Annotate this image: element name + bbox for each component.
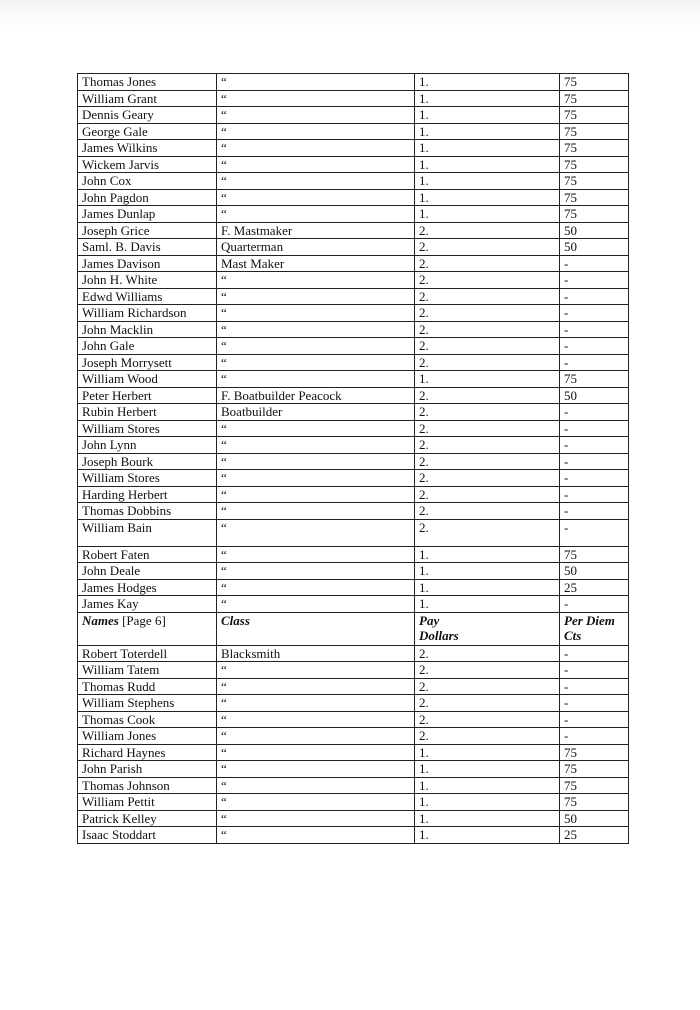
cell-pay-dollars: 2. [415, 239, 560, 256]
table-row [78, 156, 629, 173]
table-row [78, 371, 629, 388]
table-row [78, 255, 629, 272]
cell-name: Richard Haynes [78, 744, 217, 761]
cell-pay-dollars: 2. [415, 321, 560, 338]
cell-class: Boatbuilder [217, 404, 415, 421]
table-row [78, 123, 629, 140]
cell-per-diem-cts: 75 [560, 794, 629, 811]
cell-per-diem-cts: - [560, 645, 629, 662]
table-row [78, 437, 629, 454]
cell-per-diem-cts: 75 [560, 107, 629, 124]
cell-pay-dollars: 1. [415, 546, 560, 563]
table-row [78, 321, 629, 338]
cell-per-diem-cts: 75 [560, 371, 629, 388]
cell-pay-dollars: 2. [415, 437, 560, 454]
table-row [78, 222, 629, 239]
table-row [78, 74, 629, 91]
table-row [78, 579, 629, 596]
cell-pay-dollars: 1. [415, 107, 560, 124]
table-row [78, 189, 629, 206]
cell-pay-dollars: 2. [415, 645, 560, 662]
cell-pay-dollars: 2. [415, 519, 560, 546]
cell-pay-dollars: 1. [415, 156, 560, 173]
cell-pay-dollars: 2. [415, 272, 560, 289]
cell-name: James Dunlap [78, 206, 217, 223]
cell-pay-dollars: 1. [415, 579, 560, 596]
cell-name: Dennis Geary [78, 107, 217, 124]
cell-per-diem-cts: 75 [560, 156, 629, 173]
cell-per-diem-cts: - [560, 503, 629, 520]
cell-pay-dollars: 1. [415, 596, 560, 613]
cell-name: James Wilkins [78, 140, 217, 157]
table-row [78, 90, 629, 107]
cell-class: “ [217, 563, 415, 580]
table-row [78, 794, 629, 811]
payroll-header-section [78, 612, 629, 645]
cell-per-diem-cts: - [560, 728, 629, 745]
cell-per-diem-cts: - [560, 404, 629, 421]
cell-name: William Stores [78, 470, 217, 487]
payroll-table [77, 73, 629, 844]
cell-per-diem-cts: 75 [560, 140, 629, 157]
cell-per-diem-cts: 25 [560, 579, 629, 596]
table-row [78, 107, 629, 124]
cell-name: George Gale [78, 123, 217, 140]
cell-class: “ [217, 711, 415, 728]
cell-per-diem-cts: - [560, 519, 629, 546]
cell-per-diem-cts: - [560, 711, 629, 728]
cell-name: Wickem Jarvis [78, 156, 217, 173]
cell-pay-dollars: 2. [415, 255, 560, 272]
cell-class: “ [217, 546, 415, 563]
cell-pay-dollars: 1. [415, 206, 560, 223]
cell-name: Rubin Herbert [78, 404, 217, 421]
cell-class: “ [217, 272, 415, 289]
cell-pay-dollars: 2. [415, 486, 560, 503]
table-row [78, 546, 629, 563]
cell-class: “ [217, 123, 415, 140]
cell-name: Thomas Cook [78, 711, 217, 728]
cell-name: William Tatem [78, 662, 217, 679]
table-row [78, 338, 629, 355]
cell-name: William Grant [78, 90, 217, 107]
cell-class: F. Mastmaker [217, 222, 415, 239]
cell-pay-dollars: 2. [415, 453, 560, 470]
cell-class: “ [217, 206, 415, 223]
cell-per-diem-cts: 75 [560, 90, 629, 107]
cell-class: Blacksmith [217, 645, 415, 662]
cell-pay-dollars: 2. [415, 404, 560, 421]
cell-pay-dollars: 2. [415, 470, 560, 487]
cell-per-diem-cts: - [560, 453, 629, 470]
cell-per-diem-cts: 75 [560, 74, 629, 91]
cell-per-diem-cts: - [560, 338, 629, 355]
cell-name: William Stephens [78, 695, 217, 712]
cell-per-diem-cts: - [560, 486, 629, 503]
table-row [78, 645, 629, 662]
cell-pay-dollars: 2. [415, 695, 560, 712]
cell-class: “ [217, 420, 415, 437]
header-names: Names [Page 6] [78, 612, 217, 645]
table-row [78, 711, 629, 728]
cell-pay-dollars: 2. [415, 728, 560, 745]
cell-per-diem-cts: 50 [560, 239, 629, 256]
cell-class: “ [217, 156, 415, 173]
cell-pay-dollars: 1. [415, 563, 560, 580]
cell-class: “ [217, 90, 415, 107]
cell-name: Joseph Bourk [78, 453, 217, 470]
cell-name: William Wood [78, 371, 217, 388]
cell-per-diem-cts: 75 [560, 546, 629, 563]
cell-pay-dollars: 2. [415, 288, 560, 305]
cell-per-diem-cts: - [560, 470, 629, 487]
cell-class: “ [217, 354, 415, 371]
cell-class: “ [217, 827, 415, 844]
cell-name: Thomas Jones [78, 74, 217, 91]
page-reference: [Page 6] [122, 612, 166, 628]
cell-per-diem-cts: - [560, 596, 629, 613]
cell-class: “ [217, 173, 415, 190]
table-row [78, 695, 629, 712]
cell-name: Joseph Morrysett [78, 354, 217, 371]
table-row [78, 470, 629, 487]
table-row [78, 206, 629, 223]
cell-pay-dollars: 1. [415, 794, 560, 811]
table-row [78, 420, 629, 437]
cell-name: James Kay [78, 596, 217, 613]
cell-class: “ [217, 777, 415, 794]
cell-class: “ [217, 437, 415, 454]
cell-class: “ [217, 695, 415, 712]
table-row [78, 827, 629, 844]
payroll-rows-part1 [78, 74, 629, 613]
cell-class: “ [217, 761, 415, 778]
cell-name: John H. White [78, 272, 217, 289]
cell-name: Joseph Grice [78, 222, 217, 239]
cell-pay-dollars: 1. [415, 90, 560, 107]
cell-pay-dollars: 1. [415, 74, 560, 91]
table-row [78, 404, 629, 421]
cell-class: “ [217, 486, 415, 503]
cell-per-diem-cts: 50 [560, 387, 629, 404]
cell-pay-dollars: 1. [415, 123, 560, 140]
cell-per-diem-cts: 75 [560, 173, 629, 190]
cell-per-diem-cts: 75 [560, 206, 629, 223]
cell-pay-dollars: 2. [415, 678, 560, 695]
cell-name: James Hodges [78, 579, 217, 596]
cell-pay-dollars: 1. [415, 777, 560, 794]
cell-class: “ [217, 288, 415, 305]
cell-per-diem-cts: - [560, 354, 629, 371]
table-row [78, 744, 629, 761]
cell-pay-dollars: 2. [415, 711, 560, 728]
cell-name: William Stores [78, 420, 217, 437]
cell-class: “ [217, 140, 415, 157]
header-pay: Pay Dollars [415, 612, 560, 645]
cell-per-diem-cts: - [560, 437, 629, 454]
cell-name: William Bain [78, 519, 217, 546]
table-row [78, 272, 629, 289]
cell-pay-dollars: 1. [415, 173, 560, 190]
cell-per-diem-cts: 50 [560, 810, 629, 827]
cell-pay-dollars: 1. [415, 371, 560, 388]
cell-pay-dollars: 1. [415, 827, 560, 844]
cell-per-diem-cts: - [560, 662, 629, 679]
table-row [78, 173, 629, 190]
cell-name: William Richardson [78, 305, 217, 322]
table-row [78, 761, 629, 778]
table-row [78, 596, 629, 613]
cell-per-diem-cts: 25 [560, 827, 629, 844]
cell-pay-dollars: 1. [415, 140, 560, 157]
cell-class: “ [217, 74, 415, 91]
cell-class: “ [217, 596, 415, 613]
cell-per-diem-cts: 75 [560, 189, 629, 206]
table-row [78, 503, 629, 520]
cell-per-diem-cts: - [560, 272, 629, 289]
cell-pay-dollars: 2. [415, 420, 560, 437]
cell-name: John Cox [78, 173, 217, 190]
cell-name: William Jones [78, 728, 217, 745]
cell-class: “ [217, 794, 415, 811]
cell-name: Saml. B. Davis [78, 239, 217, 256]
cell-class: “ [217, 662, 415, 679]
table-row [78, 777, 629, 794]
header-per-diem: Per Diem Cts [560, 612, 629, 645]
cell-pay-dollars: 1. [415, 744, 560, 761]
cell-name: Isaac Stoddart [78, 827, 217, 844]
cell-per-diem-cts: 50 [560, 222, 629, 239]
cell-name: Robert Toterdell [78, 645, 217, 662]
cell-name: John Pagdon [78, 189, 217, 206]
cell-name: Harding Herbert [78, 486, 217, 503]
cell-per-diem-cts: - [560, 321, 629, 338]
cell-name: Peter Herbert [78, 387, 217, 404]
cell-name: Thomas Dobbins [78, 503, 217, 520]
cell-per-diem-cts: 75 [560, 761, 629, 778]
cell-class: Mast Maker [217, 255, 415, 272]
table-row [78, 486, 629, 503]
cell-pay-dollars: 2. [415, 222, 560, 239]
cell-per-diem-cts: - [560, 305, 629, 322]
cell-class: “ [217, 305, 415, 322]
cell-pay-dollars: 1. [415, 810, 560, 827]
cell-class: “ [217, 728, 415, 745]
cell-class: “ [217, 107, 415, 124]
cell-per-diem-cts: 75 [560, 777, 629, 794]
cell-name: John Macklin [78, 321, 217, 338]
cell-name: Thomas Rudd [78, 678, 217, 695]
cell-per-diem-cts: - [560, 288, 629, 305]
cell-per-diem-cts: - [560, 678, 629, 695]
table-row [78, 519, 629, 546]
cell-name: Edwd Williams [78, 288, 217, 305]
cell-name: Robert Faten [78, 546, 217, 563]
cell-name: John Parish [78, 761, 217, 778]
cell-class: “ [217, 338, 415, 355]
table-row [78, 662, 629, 679]
column-header-row [78, 612, 629, 645]
cell-name: William Pettit [78, 794, 217, 811]
payroll-rows-part2 [78, 645, 629, 843]
cell-class: “ [217, 519, 415, 546]
cell-pay-dollars: 2. [415, 354, 560, 371]
table-row [78, 354, 629, 371]
cell-pay-dollars: 2. [415, 503, 560, 520]
cell-class: “ [217, 453, 415, 470]
cell-class: “ [217, 189, 415, 206]
cell-class: “ [217, 321, 415, 338]
table-row [78, 678, 629, 695]
cell-pay-dollars: 2. [415, 305, 560, 322]
table-row [78, 288, 629, 305]
table-row [78, 305, 629, 322]
cell-per-diem-cts: - [560, 695, 629, 712]
cell-class: “ [217, 579, 415, 596]
cell-per-diem-cts: - [560, 255, 629, 272]
cell-pay-dollars: 1. [415, 761, 560, 778]
table-row [78, 728, 629, 745]
cell-class: “ [217, 678, 415, 695]
cell-class: “ [217, 810, 415, 827]
cell-class: “ [217, 503, 415, 520]
cell-pay-dollars: 2. [415, 387, 560, 404]
cell-pay-dollars: 2. [415, 338, 560, 355]
cell-name: John Lynn [78, 437, 217, 454]
cell-per-diem-cts: 75 [560, 123, 629, 140]
table-row [78, 453, 629, 470]
cell-name: Patrick Kelley [78, 810, 217, 827]
cell-pay-dollars: 1. [415, 189, 560, 206]
cell-class: “ [217, 470, 415, 487]
cell-name: Thomas Johnson [78, 777, 217, 794]
cell-name: John Deale [78, 563, 217, 580]
cell-class: F. Boatbuilder Peacock [217, 387, 415, 404]
header-class: Class [217, 612, 415, 645]
cell-class: “ [217, 744, 415, 761]
table-row [78, 387, 629, 404]
cell-class: “ [217, 371, 415, 388]
cell-name: James Davison [78, 255, 217, 272]
cell-name: John Gale [78, 338, 217, 355]
cell-per-diem-cts: - [560, 420, 629, 437]
table-row [78, 239, 629, 256]
cell-pay-dollars: 2. [415, 662, 560, 679]
table-row [78, 810, 629, 827]
table-row [78, 140, 629, 157]
cell-per-diem-cts: 75 [560, 744, 629, 761]
cell-per-diem-cts: 50 [560, 563, 629, 580]
cell-class: Quarterman [217, 239, 415, 256]
table-row [78, 563, 629, 580]
